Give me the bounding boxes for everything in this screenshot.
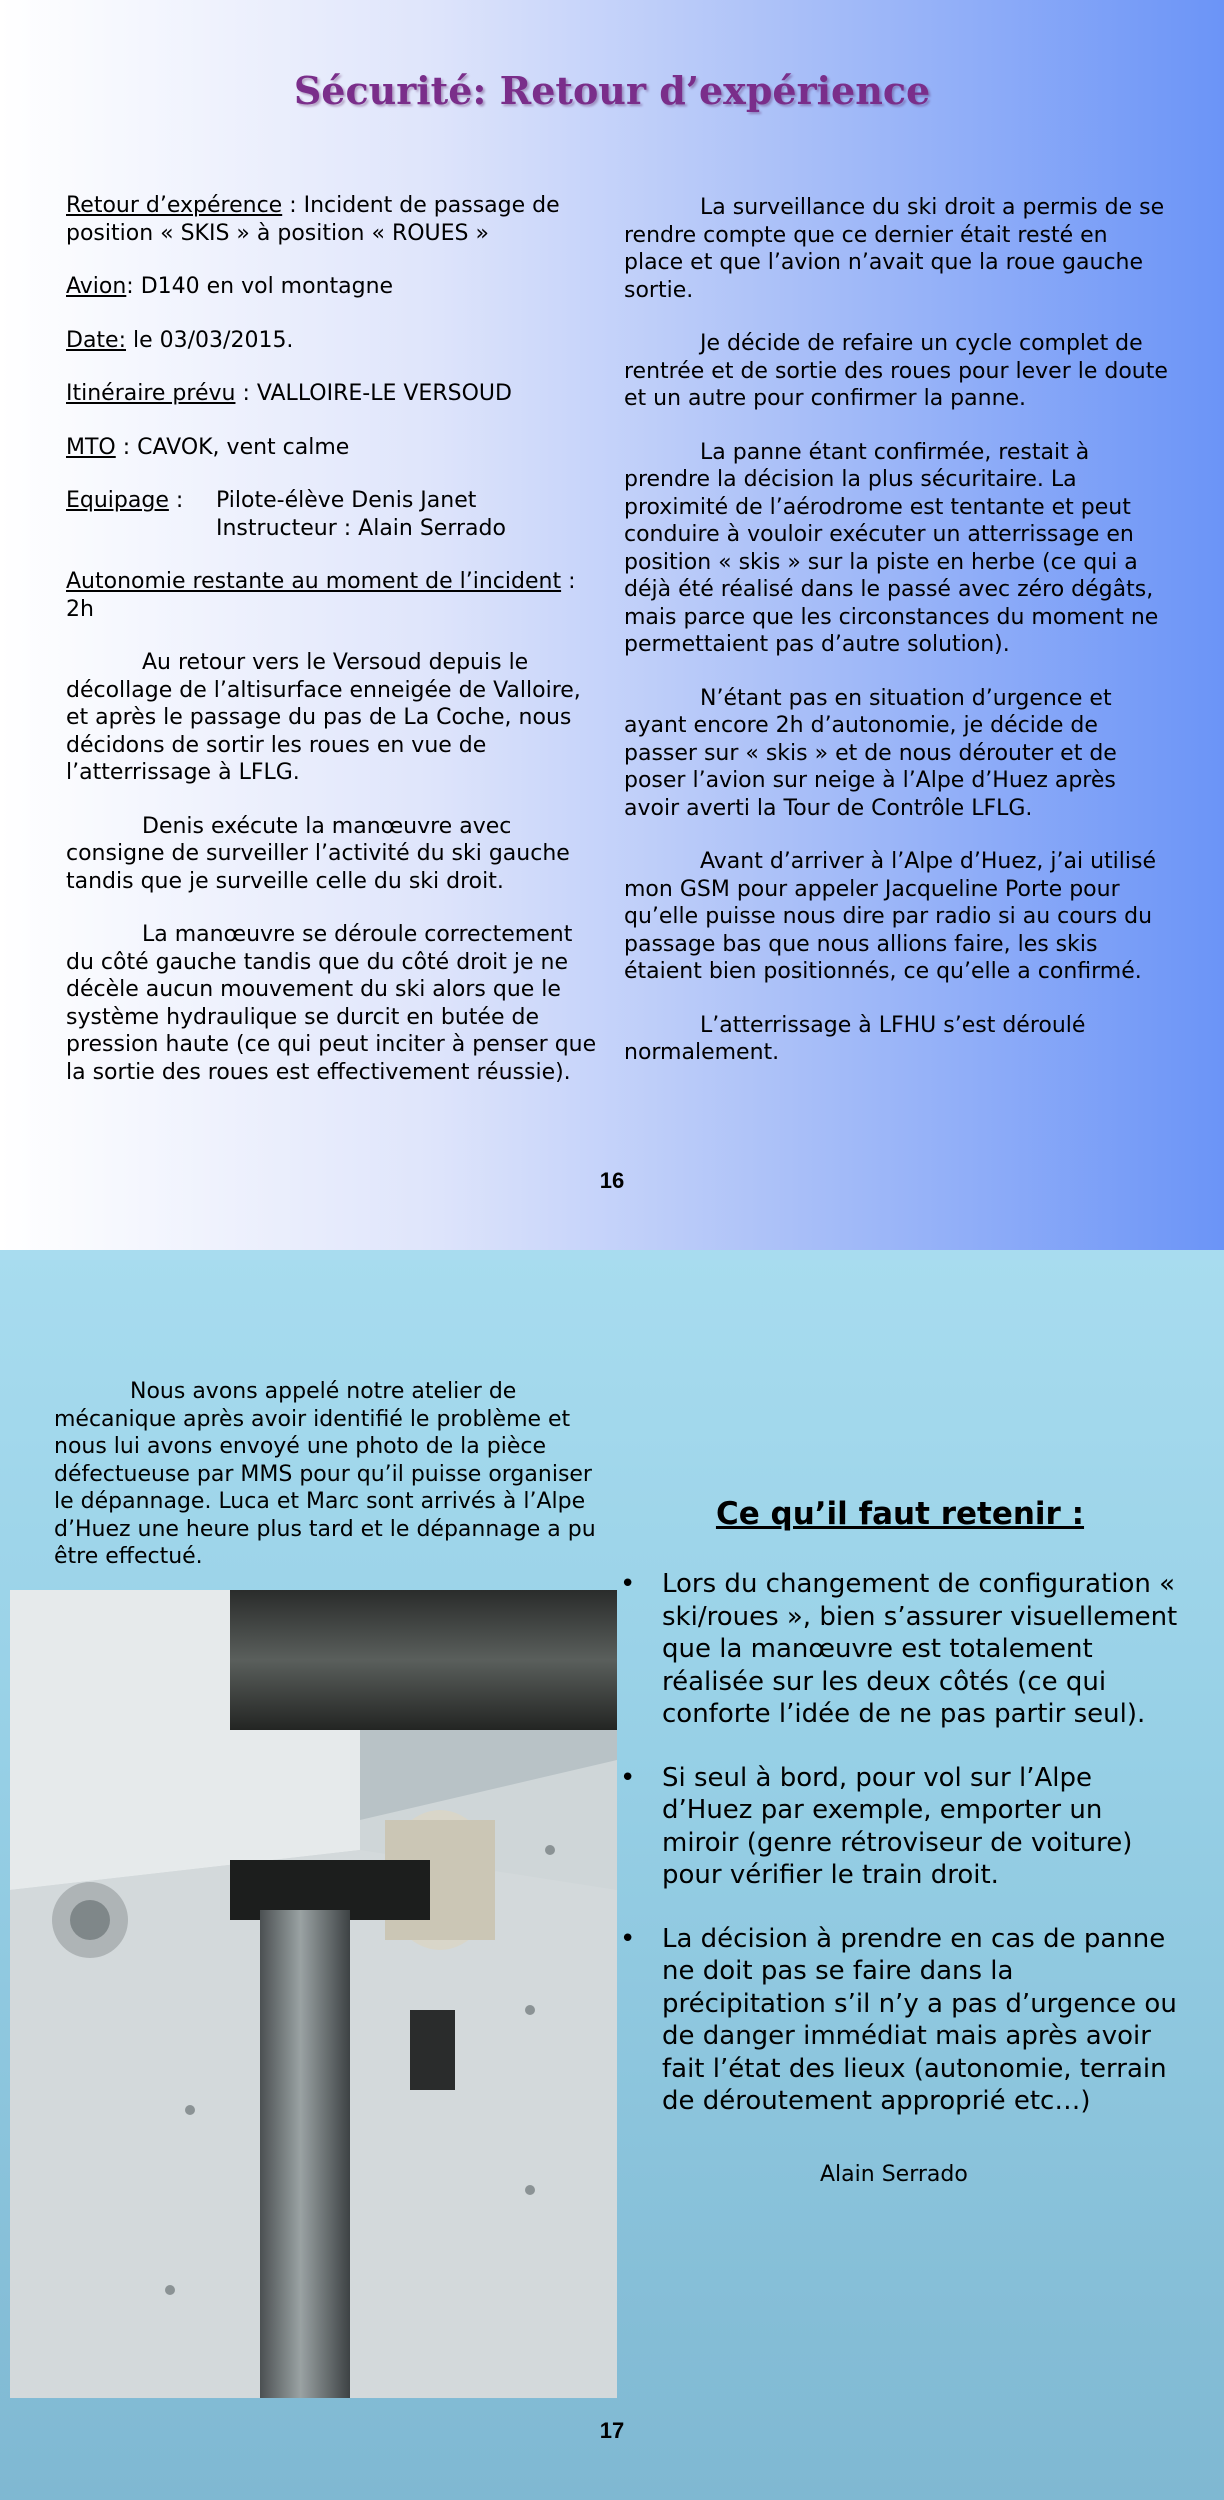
paragraph: L’atterrissage à LFHU s’est déroulé normalement. [624,1012,1086,1065]
date-value: le 03/03/2015. [126,327,294,353]
retenir-list [620,1568,1180,2149]
bullet-text: Si seul à bord, pour vol sur l’Alpe d’Huez par exemple, emporter un miroir (genre rétroviseur de voiture) pour vérifier le train droit. [662,1762,1133,1890]
equipage-sep: : [168,488,184,513]
mto-value: : CAVOK, vent calme [115,434,350,460]
page-number: 16 [599,1168,625,1193]
date-line [66,327,606,355]
bullet-icon: • [620,1762,636,1793]
crew-member: Instructeur : Alain Serrado [216,515,506,541]
itineraire-value: : VALLOIRE-LE VERSOUD [235,381,512,406]
date-label: Date: [66,327,126,353]
autonomie-line [66,568,606,623]
paragraph: Au retour vers le Versoud depuis le décollage de l’altisurface enneigée de Valloire, et après le passage du pas de La Coche, nous décidons de sortir les roues en vue de l’atterrissage à LFLG. [66,650,581,785]
paragraph: Je décide de refaire un cycle complet de rentrée et de sortie des roues pour lever le doute et un autre pour confirmer la panne. [624,331,1168,411]
avion-label: Avion [66,274,127,299]
ski-gear-photo-image [10,1590,617,2398]
page-title: Sécurité: Retour d’expérience [293,68,931,113]
page-number: 17 [599,2418,625,2443]
avion-value: : D140 en vol montagne [126,274,394,299]
equipage-label-wrap [66,487,216,542]
mto-line [66,434,606,462]
left-column [66,192,606,1112]
crew-list [216,487,506,542]
mto-label: MTO [66,434,116,460]
crew-member: Pilote-élève Denis Janet [216,488,477,513]
paragraph: Denis exécute la manœuvre avec consigne de surveiller l’activité du ski gauche tandis que je surveille celle du ski droit. [66,813,570,894]
avion-line [66,273,606,301]
paragraph: La panne étant confirmée, restait à prendre la décision la plus sécuritaire. La proximité de l’aérodrome est tentante et peut conduire à vouloir exécuter un atterrissage en position « skis » sur la piste en herbe (ce qui a déjà été réalisé dans le passé avec zéro dégâts, mais parce que les circonstances du moment ne permettaient pas d’autre solution). [624,439,1159,657]
list-item [620,1568,1180,1731]
list-item [620,1762,1180,1892]
paragraph: Avant d’arriver à l’Alpe d’Huez, j’ai utilisé mon GSM pour appeler Jacqueline Porte pour qu’elle puisse nous dire par radio si au cours du passage bas que nous allions faire, les skis étaient bien positionnés, ce qu’elle a confirmé. [624,849,1157,984]
bullet-text: Lors du changement de configuration « ski/roues », bien s’assurer visuellement que la manœuvre est totalement réalisée sur les deux côtés (ce qui conforte l’idée de ne pas partir seul). [662,1569,1178,1729]
paragraph: La surveillance du ski droit a permis de se rendre compte que ce dernier était resté en place et que l’avion n’avait que la roue gauche sortie. [624,195,1165,303]
author: Alain Serrado [820,2162,968,2187]
itineraire-line [66,380,606,408]
autonomie-label: Autonomie restante au moment de l’incident [66,569,562,594]
retenir-title: Ce qu’il faut retenir : [715,1496,1085,1532]
retex-line [66,192,606,247]
paragraph: La manœuvre se déroule correctement du côté gauche tandis que du côté droit je ne décèle aucun mouvement du ski alors que le système hydraulique se durcit en butée de pression haute (ce qui peut inciter à penser que la sortie des roues est effectivement réussie). [66,922,597,1085]
crew-block [66,487,606,542]
bullet-icon: • [620,1923,636,1954]
intro-column [54,1378,599,1597]
equipage-label: Equipage [66,488,169,513]
ski-gear-photo [10,1590,617,2398]
bullet-text: La décision à prendre en cas de panne ne doit pas se faire dans la précipitation s’il n’y a pas d’urgence ou de danger immédiat mais après avoir fait l’état des lieux (autonomie, terrain de déroutement approprié etc…) [662,1923,1177,2116]
intro-paragraph: Nous avons appelé notre atelier de mécanique après avoir identifié le problème et nous lui avons envoyé une photo de la pièce défectueuse par MMS pour qu’il puisse organiser le dépannage. Luca et Marc sont arrivés à l’Alpe d’Huez une heure plus tard et le dépannage a pu être effectué. [54,1379,596,1569]
paragraph: N’étant pas en situation d’urgence et ayant encore 2h d’autonomie, je décide de passer sur « skis » et de nous dérouter et de poser l’avion sur neige à l’Alpe d’Huez après avoir averti la Tour de Contrôle LFLG. [624,685,1117,821]
autonomie-value: : 2h [66,569,576,622]
page-17 [0,1250,1224,2500]
itineraire-label: Itinéraire prévu [66,381,236,406]
retex-label: Retour d’expérence [66,193,283,218]
list-item [620,1923,1180,2118]
bullet-icon: • [620,1569,636,1599]
right-column [624,194,1169,1093]
retex-value: : Incident de passage de position « SKIS » à position « ROUES » [66,193,560,246]
